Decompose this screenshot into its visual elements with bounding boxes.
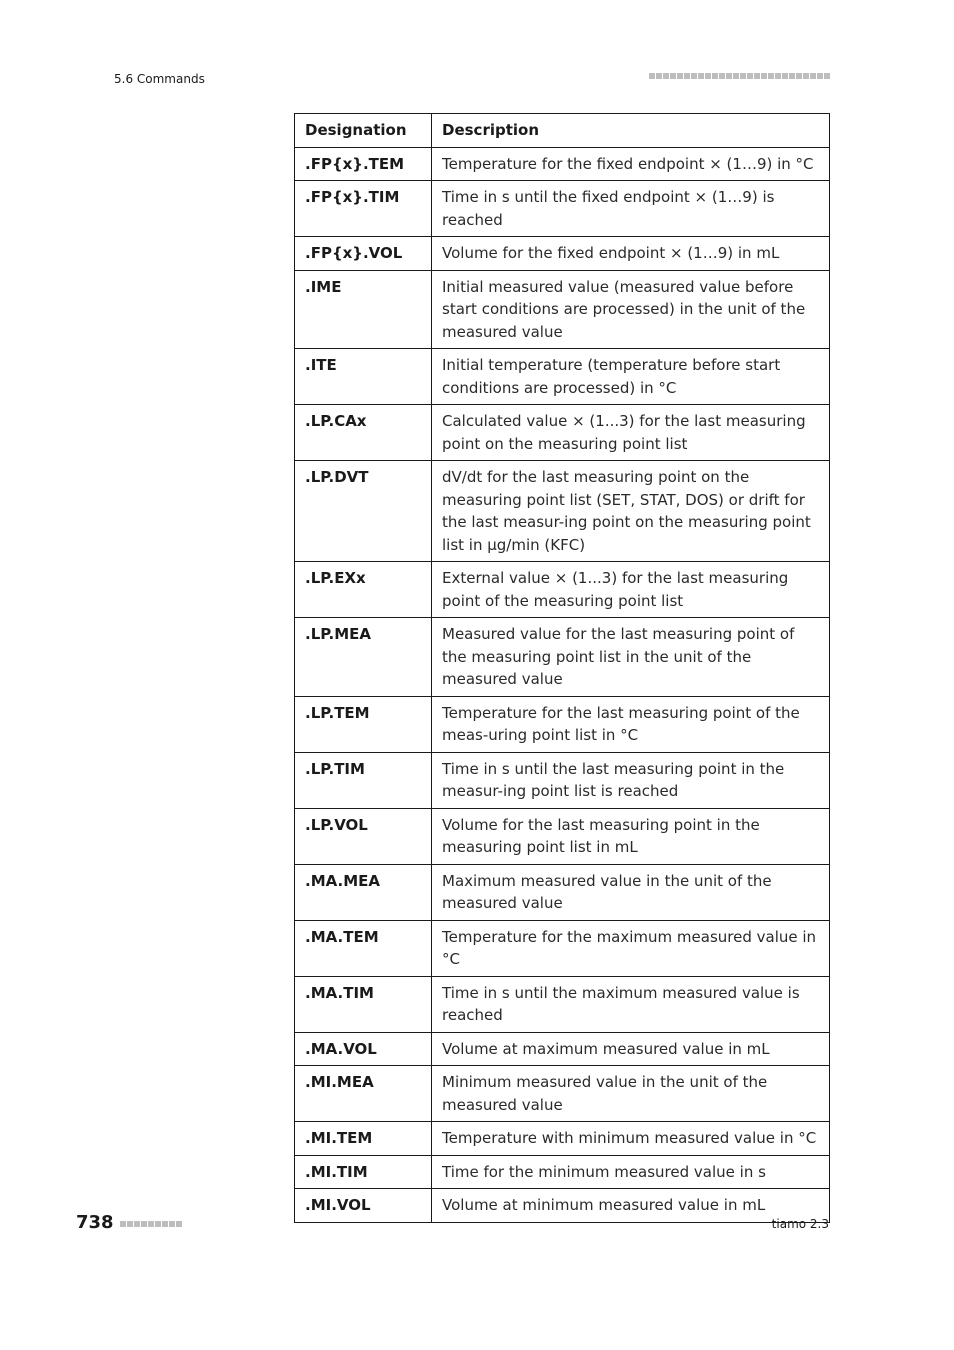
description-cell: Time in s until the maximum measured value is reached <box>432 976 830 1032</box>
description-cell: Volume at minimum measured value in mL <box>432 1189 830 1223</box>
decor-square <box>803 73 809 79</box>
description-cell: Maximum measured value in the unit of the measured value <box>432 864 830 920</box>
column-header-designation: Designation <box>295 114 432 148</box>
designation-cell: .MA.MEA <box>295 864 432 920</box>
designation-cell: .LP.TIM <box>295 752 432 808</box>
designation-cell: .IME <box>295 270 432 349</box>
table-row <box>295 1032 830 1066</box>
designation-cell: .MI.VOL <box>295 1189 432 1223</box>
decor-square <box>747 73 753 79</box>
description-cell: Calculated value × (1...3) for the last measuring point on the measuring point list <box>432 405 830 461</box>
description-cell: Volume at maximum measured value in mL <box>432 1032 830 1066</box>
table-row <box>295 618 830 697</box>
table-row <box>295 405 830 461</box>
designation-cell: .MA.TIM <box>295 976 432 1032</box>
decor-square <box>141 1221 147 1227</box>
decor-square <box>726 73 732 79</box>
table-row <box>295 752 830 808</box>
footer-decor-squares <box>120 1221 182 1227</box>
decor-square <box>649 73 655 79</box>
designation-cell: .FP{x}.TIM <box>295 181 432 237</box>
decor-square <box>155 1221 161 1227</box>
description-cell: Initial temperature (temperature before start conditions are processed) in °C <box>432 349 830 405</box>
designation-cell: .LP.TEM <box>295 696 432 752</box>
decor-square <box>169 1221 175 1227</box>
designation-cell: .FP{x}.TEM <box>295 147 432 181</box>
description-cell: Time for the minimum measured value in s <box>432 1155 830 1189</box>
designation-cell: .MA.VOL <box>295 1032 432 1066</box>
description-cell: Temperature for the maximum measured value in °C <box>432 920 830 976</box>
description-cell: Temperature with minimum measured value in °C <box>432 1122 830 1156</box>
description-cell: Volume for the fixed endpoint × (1…9) in mL <box>432 237 830 271</box>
decor-square <box>677 73 683 79</box>
table-row <box>295 696 830 752</box>
description-cell: Measured value for the last measuring point of the measuring point list in the unit of the measured value <box>432 618 830 697</box>
decor-square <box>656 73 662 79</box>
commands-table <box>294 113 830 1223</box>
decor-square <box>733 73 739 79</box>
table-row <box>295 1189 830 1223</box>
table-row <box>295 920 830 976</box>
header-decor-squares <box>649 73 830 79</box>
decor-square <box>162 1221 168 1227</box>
decor-square <box>684 73 690 79</box>
table-body <box>295 147 830 1222</box>
designation-cell: .LP.DVT <box>295 461 432 562</box>
decor-square <box>698 73 704 79</box>
description-cell: Initial measured value (measured value before start conditions are processed) in the unit of the measured value <box>432 270 830 349</box>
designation-cell: .LP.CAx <box>295 405 432 461</box>
table-row <box>295 562 830 618</box>
decor-square <box>824 73 830 79</box>
table-row <box>295 147 830 181</box>
decor-square <box>761 73 767 79</box>
decor-square <box>148 1221 154 1227</box>
description-cell: Time in s until the fixed endpoint × (1…9) is reached <box>432 181 830 237</box>
description-cell: Volume for the last measuring point in the measuring point list in mL <box>432 808 830 864</box>
table-row <box>295 270 830 349</box>
decor-square <box>670 73 676 79</box>
table-row <box>295 808 830 864</box>
decor-square <box>120 1221 126 1227</box>
description-cell: External value × (1...3) for the last measuring point of the measuring point list <box>432 562 830 618</box>
decor-square <box>817 73 823 79</box>
decor-square <box>796 73 802 79</box>
page-number: 738 <box>76 1212 114 1233</box>
designation-cell: .LP.VOL <box>295 808 432 864</box>
decor-square <box>719 73 725 79</box>
decor-square <box>712 73 718 79</box>
table-row <box>295 864 830 920</box>
table-row <box>295 181 830 237</box>
decor-square <box>176 1221 182 1227</box>
designation-cell: .ITE <box>295 349 432 405</box>
table-row <box>295 976 830 1032</box>
description-cell: Temperature for the last measuring point of the meas-uring point list in °C <box>432 696 830 752</box>
running-header-section: 5.6 Commands <box>114 72 205 86</box>
decor-square <box>740 73 746 79</box>
table-row <box>295 1155 830 1189</box>
designation-cell: .MI.TIM <box>295 1155 432 1189</box>
designation-cell: .LP.MEA <box>295 618 432 697</box>
designation-cell: .FP{x}.VOL <box>295 237 432 271</box>
table-row <box>295 349 830 405</box>
decor-square <box>134 1221 140 1227</box>
description-cell: dV/dt for the last measuring point on the measuring point list (SET, STAT, DOS) or drift for the last measur-ing point on the measuring point list in µg/min (KFC) <box>432 461 830 562</box>
table-row <box>295 461 830 562</box>
decor-square <box>775 73 781 79</box>
column-header-description: Description <box>432 114 830 148</box>
designation-cell: .MI.TEM <box>295 1122 432 1156</box>
description-cell: Minimum measured value in the unit of the measured value <box>432 1066 830 1122</box>
table-header-row <box>295 114 830 148</box>
decor-square <box>768 73 774 79</box>
table-row <box>295 1122 830 1156</box>
decor-square <box>663 73 669 79</box>
description-cell: Time in s until the last measuring point in the measur-ing point list is reached <box>432 752 830 808</box>
decor-square <box>782 73 788 79</box>
footer-page <box>76 1212 182 1234</box>
designation-cell: .MA.TEM <box>295 920 432 976</box>
decor-square <box>691 73 697 79</box>
decor-square <box>754 73 760 79</box>
decor-square <box>127 1221 133 1227</box>
table-row <box>295 237 830 271</box>
designation-cell: .LP.EXx <box>295 562 432 618</box>
description-cell: Temperature for the fixed endpoint × (1…9) in °C <box>432 147 830 181</box>
decor-square <box>789 73 795 79</box>
decor-square <box>810 73 816 79</box>
footer-product: tiamo 2.3 <box>771 1217 829 1231</box>
designation-cell: .MI.MEA <box>295 1066 432 1122</box>
decor-square <box>705 73 711 79</box>
table-row <box>295 1066 830 1122</box>
